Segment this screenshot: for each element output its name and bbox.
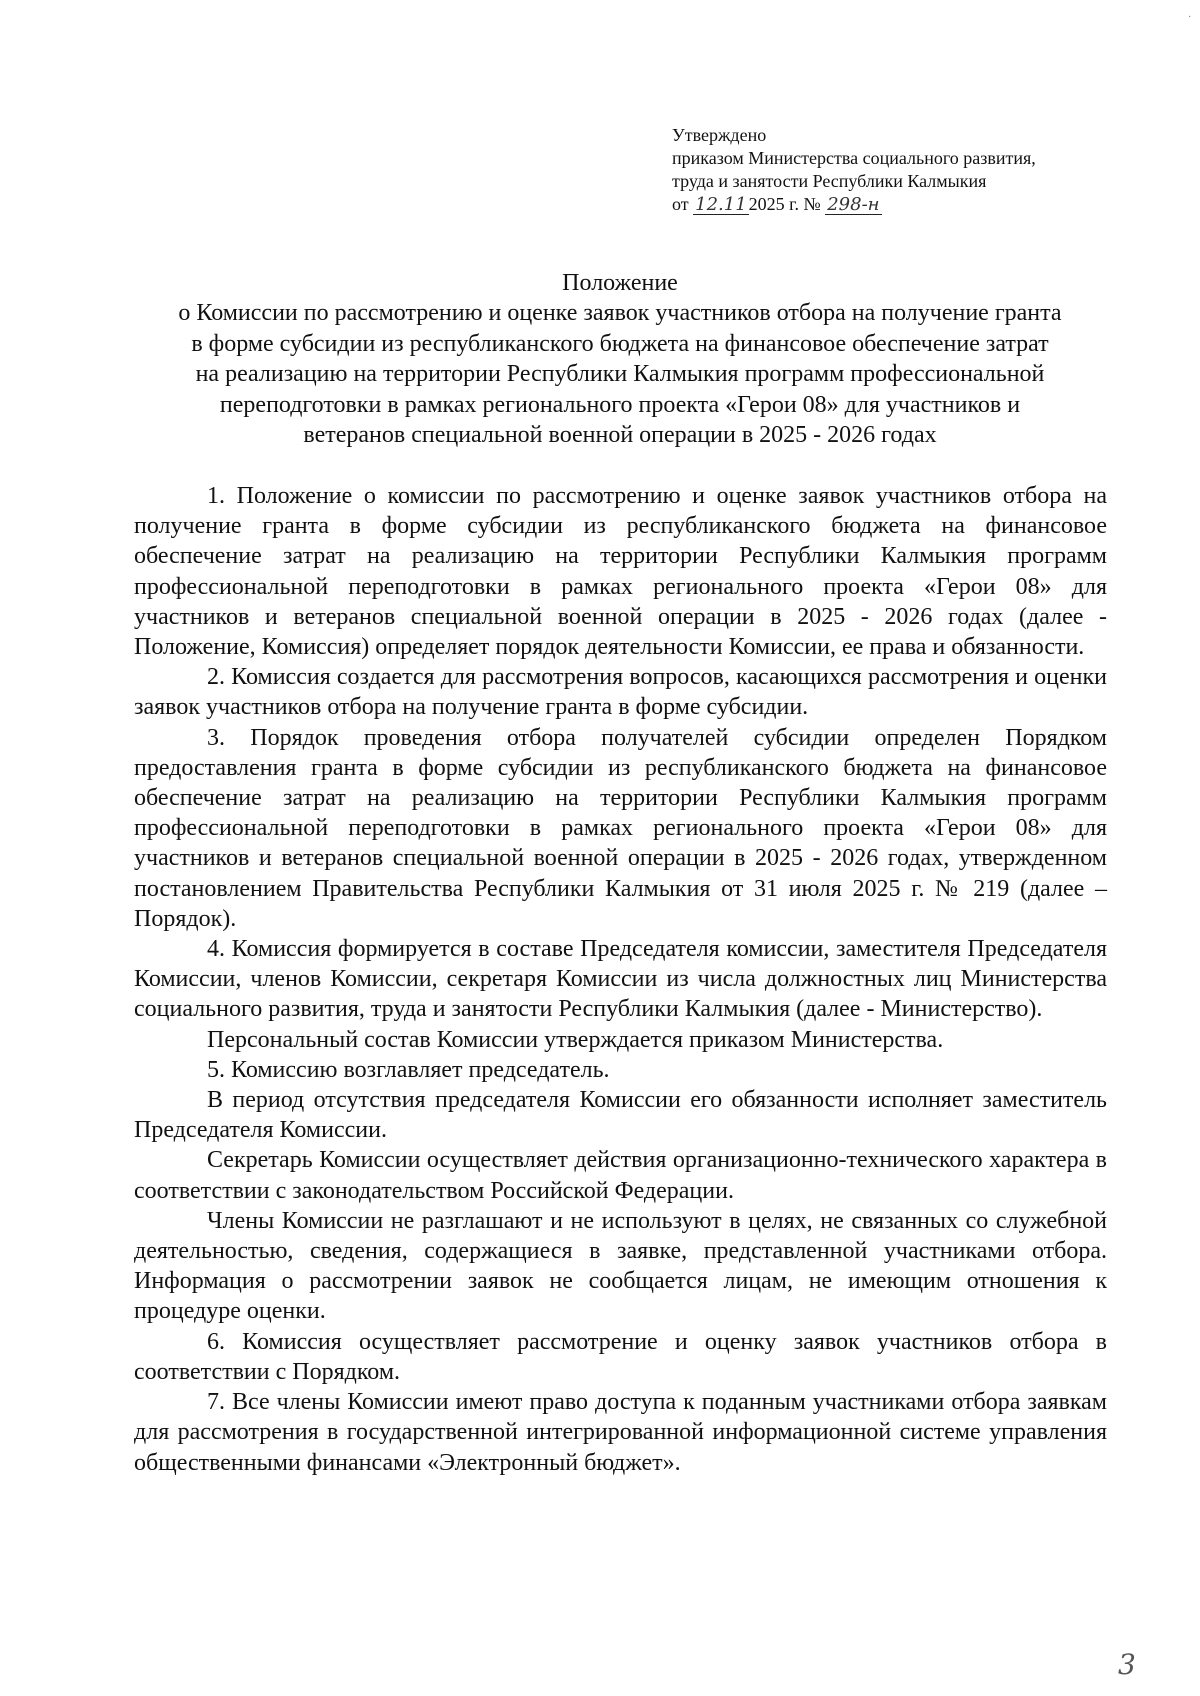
approval-line-ministry: труда и занятости Республики Калмыкия: [672, 171, 987, 191]
document-title: Положение: [562, 270, 678, 296]
subtitle-line: в форме субсидии из республиканского бюджета на финансовое обеспечение затрат: [191, 330, 1049, 357]
document-subtitle: [120, 298, 1120, 451]
page-number: 3: [1118, 1648, 1136, 1681]
paragraph-5-secretary: Секретарь Комиссии осуществляет действия организационно-технического характера в соответствии с законодательством Российской Федерации.: [134, 1147, 1107, 1204]
handwritten-order-number: 298-н: [827, 194, 880, 215]
paragraph-1: 1. Положение о комиссии по рассмотрению и оценке заявок участников отбора на получение гранта в форме субсидии из республиканского бюджета на финансовое обеспечение затрат на реализацию на территории Республики Калмыкия программ профессиональной переподготовки в рамках регионального проекта «Герои 08» для участников и ветеранов специальной военной операции в 2025 - 2026 годах (далее - Положение, Комиссия) определяет порядок деятельности Комиссии, ее права и обязанности.: [134, 483, 1107, 661]
handwritten-date: 12.11: [695, 194, 747, 215]
scan-speck: ·: [1188, 12, 1192, 23]
paragraph-5-members: Члены Комиссии не разглашают и не используют в целях, не связанных со служебной деятельностью, сведения, содержащиеся в заявке, представленной участниками отбора. Информация о рассмотрении заявок не сообщается лицам, не имеющим отношения к процедуре оценки.: [134, 1207, 1107, 1325]
paragraph-5-deputy: В период отсутствия председателя Комиссии его обязанности исполняет заместитель Председателя Комиссии.: [134, 1087, 1107, 1144]
order-number-prefix: №: [803, 194, 821, 214]
document-body: [134, 481, 1107, 1478]
approval-date-line: [672, 193, 1132, 216]
approval-line-approved: Утверждено: [672, 125, 767, 145]
paragraph-4-composition: Персональный состав Комиссии утверждается приказом Министерства.: [207, 1026, 944, 1053]
subtitle-line: о Комиссии по рассмотрению и оценке заявок участников отбора на получение гранта: [178, 300, 1062, 326]
paragraph-6: 6. Комиссия осуществляет рассмотрение и оценку заявок участников отбора в соответствии с Порядком.: [134, 1328, 1107, 1385]
subtitle-line: переподготовки в рамках регионального проекта «Герои 08» для участников и: [219, 391, 1021, 418]
paragraph-4: 4. Комиссия формируется в составе Председателя комиссии, заместителя Председателя Комиссии, членов Комиссии, секретаря Комиссии из числа должностных лиц Министерства социального развития, труда и занятости Республики Калмыкия (далее - Министерство).: [134, 936, 1107, 1023]
subtitle-line: ветеранов специальной военной операции в 2025 - 2026 годах: [303, 422, 937, 448]
subtitle-line: на реализацию на территории Республики Калмыкия программ профессиональной: [195, 361, 1045, 387]
paragraph-3: 3. Порядок проведения отбора получателей субсидии определен Порядком предоставления гранта в форме субсидии из республиканского бюджета на финансовое обеспечение затрат на реализацию на территории Республики Калмыкия программ профессиональной переподготовки в рамках регионального проекта «Герои 08» для участников и ветеранов специальной военной операции в 2025 - 2026 годах, утвержденном постановлением Правительства Республики Калмыкия от 31 июля 2025 г. № 219 (далее – Порядок).: [134, 724, 1107, 932]
date-prefix: от: [672, 194, 689, 214]
date-year: 2025 г.: [748, 194, 800, 214]
paragraph-5: 5. Комиссию возглавляет председатель.: [207, 1056, 610, 1083]
approval-stamp-block: [672, 124, 1132, 216]
approval-line-order: приказом Министерства социального развития,: [672, 148, 1036, 168]
paragraph-2: 2. Комиссия создается для рассмотрения вопросов, касающихся рассмотрения и оценки заявок участников отбора на получение гранта в форме субсидии.: [134, 664, 1107, 721]
paragraph-7: 7. Все члены Комиссии имеют право доступа к поданным участниками отбора заявкам для рассмотрения в государственной интегрированной информационной системе управления общественными финансами «Электронный бюджет».: [134, 1389, 1107, 1476]
